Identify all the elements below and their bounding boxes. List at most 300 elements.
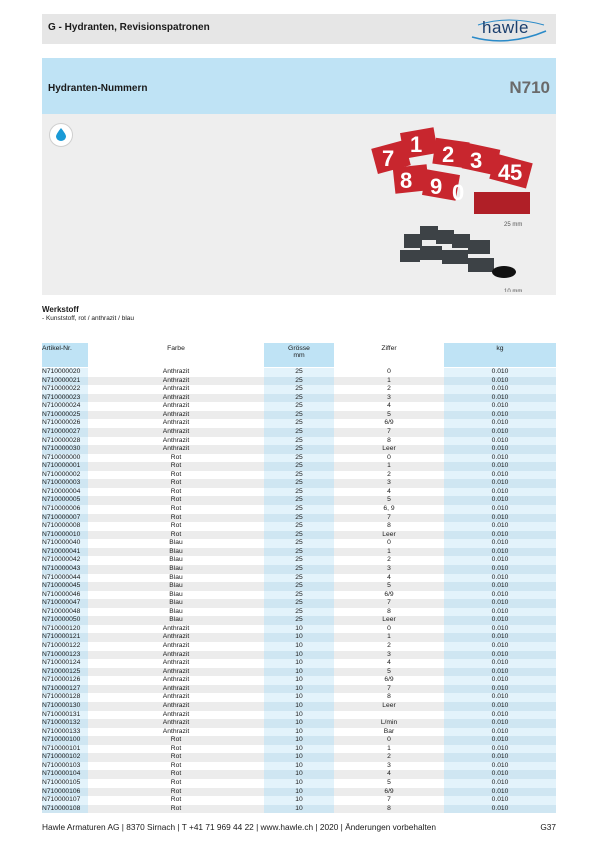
size-cell: 25 [264,454,334,463]
col-article-header: Artikel-Nr. [42,343,88,367]
weight-cell: 0.010 [444,608,556,617]
color-cell: Anthrazit [162,419,190,427]
color-cell: Rot [88,770,264,779]
table-row [42,479,556,488]
color-cell: Rot [88,531,264,540]
color-cell: Rot [88,753,264,762]
table-row [42,522,556,531]
size-cell: 25 [264,437,334,446]
size-cell: 25 [264,411,334,420]
article-number: N710000046 [42,591,88,600]
product-photo [364,122,554,292]
hawle-logo [468,17,550,43]
table-row [42,633,556,642]
digit-cell: 3 [334,651,444,660]
svg-text:4: 4 [498,160,511,185]
digit-cell: Leer [334,702,444,711]
color-cell: Rot [88,736,264,745]
size-cell: 10 [264,659,334,668]
article-number: N710000027 [42,428,88,437]
color-cell: Blau [169,573,183,581]
article-number: N710000003 [42,479,88,488]
color-cell: Blau [88,599,264,608]
digit-cell: 4 [387,573,391,581]
color-cell: Blau [169,556,183,564]
digit-cell: 1 [387,744,391,752]
weight-cell: 0.010 [444,591,556,600]
article-number: N710000103 [42,762,88,771]
table-row [42,539,556,548]
weight-cell: 0.010 [444,445,556,454]
weight-cell: 0.010 [444,651,556,660]
article-number: N710000122 [42,642,88,651]
table-row [42,368,556,377]
article-number: N710000100 [42,736,88,745]
digit-cell: 3 [334,565,444,574]
material-heading: Werkstoff [42,305,79,314]
article-number: N710000124 [42,659,88,668]
article-number: N710000127 [42,685,88,694]
digit-cell: 4 [334,770,444,779]
digit-cell: 5 [334,582,444,591]
article-number: N710000050 [42,616,88,625]
product-code: N710 [509,78,550,97]
color-cell: Anthrazit [162,642,190,649]
table-row [42,702,556,711]
size-cell: 25 [264,505,334,514]
weight-cell: 0.010 [444,522,556,531]
color-cell: Anthrazit [162,624,190,632]
color-cell: Rot [170,761,182,769]
weight-cell: 0.010 [444,642,556,651]
table-row [42,419,556,428]
article-number: N710000105 [42,779,88,788]
article-number: N710000123 [42,651,88,660]
section-header-bar [42,14,556,44]
size-cell: 25 [264,445,334,454]
table-row [42,574,556,583]
article-number: N710000006 [42,505,88,514]
weight-cell: 0.010 [444,488,556,497]
digit-cell: 5 [334,668,444,677]
table-row [42,565,556,574]
color-cell: Rot [88,788,264,797]
size-label-25: 25 mm [504,222,523,228]
size-cell: 10 [264,702,334,711]
color-cell: Anthrazit [88,702,264,711]
color-cell: Anthrazit [88,428,264,437]
size-cell: 25 [264,582,334,591]
weight-cell: 0.010 [444,779,556,788]
color-cell: Blau [169,539,183,547]
size-cell: 25 [264,462,334,471]
size-cell: 25 [264,531,334,540]
color-cell: Anthrazit [88,445,264,454]
table-row [42,488,556,497]
digit-cell: 2 [387,470,391,478]
weight-cell: 0.010 [444,496,556,505]
color-cell: Rot [88,462,264,471]
digit-cell: Leer [334,616,444,625]
size-cell: 10 [264,779,334,788]
digit-cell: 1 [334,462,444,471]
size-cell: 25 [264,608,334,617]
article-number: N710000120 [42,625,88,634]
article-number: N710000030 [42,445,88,454]
weight-cell: 0.010 [444,471,556,480]
size-label-10: 10 mm [504,289,523,292]
table-row [42,437,556,446]
digit-cell: 0 [387,624,391,632]
digit-cell: 8 [334,805,444,814]
size-cell: 10 [264,719,334,728]
digit-cell: 4 [387,487,391,495]
digit-cell: Leer [334,445,444,454]
size-cell: 10 [264,753,334,762]
section-title: G - Hydranten, Revisionspatronen [48,22,210,33]
color-cell: Anthrazit [88,719,264,728]
weight-cell: 0.010 [444,659,556,668]
weight-cell: 0.010 [444,565,556,574]
digit-cell: 0 [387,368,391,375]
svg-text:8: 8 [400,168,413,193]
size-cell: 10 [264,642,334,651]
size-cell: 25 [264,402,334,411]
svg-text:3: 3 [470,148,483,173]
svg-text:7: 7 [382,146,395,171]
size-cell: 25 [264,488,334,497]
size-cell: 10 [264,651,334,660]
article-number: N710000010 [42,531,88,540]
weight-cell: 0.010 [444,762,556,771]
digit-cell: 3 [334,394,444,403]
digit-cell: 6, 9 [383,505,395,512]
size-cell: 10 [264,736,334,745]
col-weight-header: kg [444,343,556,367]
table-header [42,343,556,367]
color-cell: Anthrazit [162,676,190,684]
table-row [42,548,556,557]
svg-text:2: 2 [442,142,455,167]
weight-cell: 0.010 [444,676,556,685]
size-cell: 25 [264,616,334,625]
size-cell: 25 [264,479,334,488]
weight-cell: 0.010 [444,411,556,420]
digit-cell: 4 [387,659,391,667]
digit-cell: 7 [334,428,444,437]
color-cell: Rot [170,744,182,752]
article-number: N710000106 [42,788,88,797]
size-cell: 25 [264,556,334,565]
article-number: N710000047 [42,599,88,608]
color-cell: Rot [88,479,264,488]
color-cell: Rot [170,505,182,512]
size-cell: 10 [264,770,334,779]
weight-cell: 0.010 [444,531,556,540]
table-row [42,531,556,540]
table-row [42,428,556,437]
weight-cell: 0.010 [444,368,556,377]
article-table [42,368,556,813]
weight-cell: 0.010 [444,616,556,625]
size-cell: 25 [264,471,334,480]
size-cell: 25 [264,428,334,437]
article-number: N710000025 [42,411,88,420]
color-cell: Blau [88,616,264,625]
table-row [42,599,556,608]
size-cell: 25 [264,394,334,403]
table-row [42,676,556,685]
svg-text:0: 0 [452,180,465,205]
table-row [42,796,556,805]
size-cell: 25 [264,522,334,531]
water-drop-icon [49,123,73,147]
color-cell: Rot [170,796,182,804]
digit-cell: 7 [334,599,444,608]
weight-cell: 0.010 [444,770,556,779]
color-cell: Anthrazit [88,685,264,694]
weight-cell: 0.010 [444,736,556,745]
article-number: N710000121 [42,633,88,642]
digit-cell: Leer [334,531,444,540]
table-row [42,377,556,386]
weight-cell: 0.010 [444,719,556,728]
color-cell: Anthrazit [88,411,264,420]
table-row [42,651,556,660]
table-row [42,616,556,625]
weight-cell: 0.010 [444,462,556,471]
color-cell: Rot [88,514,264,523]
color-cell: Rot [170,470,182,478]
color-cell: Blau [88,565,264,574]
size-cell: 25 [264,377,334,386]
weight-cell: 0.010 [444,556,556,565]
color-cell: Anthrazit [162,659,190,667]
size-cell: 25 [264,565,334,574]
digit-cell: 6/9 [384,590,394,598]
article-number: N710000041 [42,548,88,557]
weight-cell: 0.010 [444,633,556,642]
weight-cell: 0.010 [444,625,556,634]
article-number: N710000102 [42,753,88,762]
table-row [42,454,556,463]
color-cell: Blau [88,548,264,557]
article-number: N710000040 [42,539,88,548]
digit-cell: 4 [387,402,391,410]
digit-cell: 0 [387,539,391,547]
digit-cell: 7 [334,685,444,694]
digit-cell: 3 [334,479,444,488]
article-number: N710000005 [42,496,88,505]
table-row [42,745,556,754]
weight-cell: 0.010 [444,479,556,488]
digit-cell: 5 [334,496,444,505]
digit-cell: 0 [387,453,391,461]
product-header [42,58,556,114]
weight-cell: 0.010 [444,685,556,694]
svg-text:1: 1 [410,132,423,157]
size-cell: 25 [264,591,334,600]
digit-cell: L/min [334,719,444,728]
weight-cell: 0.010 [444,428,556,437]
table-row [42,608,556,617]
weight-cell: 0.010 [444,796,556,805]
article-number: N710000104 [42,770,88,779]
article-number: N710000022 [42,385,88,394]
digit-cell: 2 [387,642,391,649]
size-cell: 25 [264,599,334,608]
digit-cell: 8 [387,607,391,615]
weight-cell: 0.010 [444,668,556,677]
table-row [42,556,556,565]
article-number: N710000020 [42,368,88,377]
weight-cell: 0.010 [444,788,556,797]
article-number: N710000131 [42,711,88,720]
product-title: Hydranten-Nummern [48,83,148,94]
article-number: N710000132 [42,719,88,728]
table-row [42,753,556,762]
digit-cell [334,711,444,720]
size-cell: 10 [264,711,334,720]
color-cell: Blau [169,607,183,615]
page-number: G37 [540,822,556,832]
article-number: N710000126 [42,676,88,685]
col-size-header: Grösse mm [264,343,334,367]
size-cell: 10 [264,668,334,677]
table-row [42,471,556,480]
digit-cell: 1 [334,633,444,642]
color-cell: Anthrazit [88,377,264,386]
color-cell: Rot [88,805,264,814]
weight-cell: 0.010 [444,402,556,411]
table-row [42,496,556,505]
digit-cell: 2 [387,385,391,393]
table-row [42,394,556,403]
article-number: N710000045 [42,582,88,591]
weight-cell: 0.010 [444,437,556,446]
article-number: N710000107 [42,796,88,805]
article-number: N710000101 [42,745,88,754]
color-cell: Rot [170,779,182,786]
table-row [42,385,556,394]
article-number: N710000004 [42,488,88,497]
logo-text: hawle [482,18,529,37]
digit-cell: 6/9 [334,788,444,797]
color-cell: Rot [88,496,264,505]
article-number: N710000130 [42,702,88,711]
color-cell: Blau [169,590,183,598]
size-cell: 25 [264,548,334,557]
article-number: N710000128 [42,693,88,702]
article-number: N710000043 [42,565,88,574]
digit-cell: 0 [334,736,444,745]
digit-cell: 5 [334,411,444,420]
color-cell: Anthrazit [162,693,190,701]
weight-cell: 0.010 [444,548,556,557]
weight-cell: 0.010 [444,574,556,583]
size-cell: 10 [264,796,334,805]
footer-text: Hawle Armaturen AG | 8370 Sirnach | T +41 71 969 44 22 | www.hawle.ch | 2020 | Änderungen vorbehalten [42,822,436,832]
weight-cell: 0.010 [444,805,556,814]
weight-cell: 0.010 [444,454,556,463]
digit-cell: 5 [387,779,391,786]
table-row [42,736,556,745]
weight-cell: 0.010 [444,711,556,720]
weight-cell: 0.010 [444,582,556,591]
table-row [42,805,556,814]
article-number: N710000000 [42,454,88,463]
color-cell: Anthrazit [162,727,190,735]
weight-cell: 0.010 [444,599,556,608]
table-row [42,779,556,788]
table-row [42,693,556,702]
table-row [42,411,556,420]
table-row [42,728,556,737]
article-number: N710000108 [42,805,88,814]
size-cell: 10 [264,693,334,702]
article-number: N710000028 [42,437,88,446]
table-row [42,462,556,471]
article-number: N710000002 [42,471,88,480]
weight-cell: 0.010 [444,728,556,737]
table-row [42,445,556,454]
article-number: N710000021 [42,377,88,386]
size-cell: 25 [264,574,334,583]
size-cell: 10 [264,728,334,737]
weight-cell: 0.010 [444,514,556,523]
table-row [42,582,556,591]
weight-cell: 0.010 [444,505,556,514]
svg-text:9: 9 [430,174,443,199]
size-cell: 25 [264,368,334,377]
color-cell: Rot [170,522,182,530]
size-cell: 10 [264,625,334,634]
article-number: N710000042 [42,556,88,565]
digit-cell: 7 [387,796,391,804]
color-cell: Anthrazit [88,651,264,660]
digit-cell: 6/9 [384,676,394,684]
digit-cell: 2 [387,556,391,564]
table-row [42,719,556,728]
material-item: - Kunststoff, rot / anthrazit / blau [42,315,135,322]
weight-cell: 0.010 [444,419,556,428]
digit-cell: 3 [387,761,391,769]
article-number: N710000008 [42,522,88,531]
table-row [42,591,556,600]
color-cell: Anthrazit [162,402,190,410]
digit-cell: 8 [387,522,391,530]
digit-cell: 6/9 [384,419,394,427]
article-number: N710000024 [42,402,88,411]
size-cell: 10 [264,685,334,694]
color-cell: Anthrazit [162,368,190,375]
size-cell: 25 [264,539,334,548]
size-cell: 10 [264,676,334,685]
article-number: N710000026 [42,419,88,428]
weight-cell: 0.010 [444,753,556,762]
col-color-header: Farbe [167,345,185,352]
digit-cell: 7 [334,514,444,523]
size-cell: 10 [264,633,334,642]
size-cell: 25 [264,514,334,523]
article-number: N710000133 [42,728,88,737]
weight-cell: 0.010 [444,377,556,386]
article-number: N710000044 [42,574,88,583]
table-row [42,505,556,514]
color-cell: Blau [88,582,264,591]
svg-text:5: 5 [510,160,523,185]
table-row [42,711,556,720]
